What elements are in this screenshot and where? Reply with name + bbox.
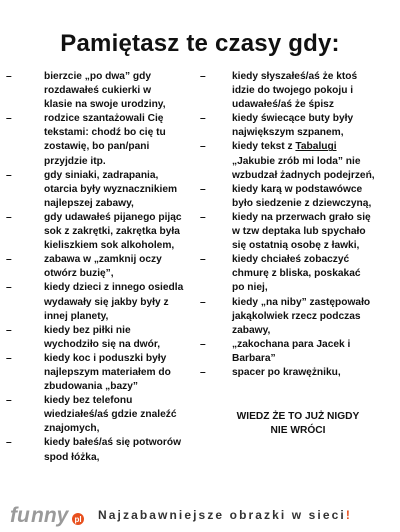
list-item — [6, 253, 196, 281]
bullet-dash: – — [200, 366, 206, 378]
list-item-line: bierzcie „po dwa” gdy — [44, 71, 151, 82]
list-item-line: Barbara” — [232, 352, 276, 364]
bullet-dash: – — [6, 71, 12, 82]
bullet-dash: – — [200, 183, 206, 195]
right-column — [200, 70, 396, 380]
list-item — [200, 140, 396, 182]
bullet-dash: – — [6, 324, 12, 336]
list-item — [200, 112, 396, 140]
list-item-line: wiedziałeś/aś gdzie znaleźć — [44, 409, 177, 421]
bullet-dash: – — [200, 254, 206, 266]
tagline-exclamation: ! — [345, 508, 352, 522]
bullet-dash: – — [6, 437, 12, 449]
svg-text:pl: pl — [74, 515, 82, 524]
funny-logo-icon[interactable] — [8, 502, 96, 528]
list-item-line: innej planety, — [44, 310, 109, 322]
closing-line: WIEDZ ŻE TO JUŻ NIGDY — [236, 411, 360, 422]
list-item-line: zbudowania „bazy” — [44, 381, 138, 393]
bullet-dash: – — [200, 71, 206, 82]
list-item-line: otwórz buzię”, — [44, 268, 114, 280]
list-item-line: chmurę z bliska, poskakać — [232, 268, 361, 280]
list-item-line: kiedy na przerwach grało się — [232, 211, 371, 223]
list-item-line: najlepszej zabawy, — [44, 197, 134, 209]
list-item-line: w tzw deptaka lub spychało — [232, 226, 366, 238]
list-item-line: kiedy bez piłki nie — [44, 324, 131, 336]
list-item-line: zabawa w „zamknij oczy — [44, 254, 162, 266]
bullet-dash: – — [200, 113, 206, 125]
list-item-line: jakąkolwiek rzecz podczas — [232, 310, 361, 322]
list-item — [200, 253, 396, 295]
list-item-line: kiedy bałeś/aś się potworów — [44, 437, 182, 449]
list-item — [6, 436, 196, 464]
footer — [0, 496, 400, 532]
list-item-line: kiedy koc i poduszki były — [44, 352, 167, 364]
list-item-line: wzbudzał żadnych podejrzeń, — [232, 169, 375, 181]
list-item-line: po niej, — [232, 282, 268, 294]
list-item-line: kiedy świecące buty były — [232, 113, 354, 125]
list-item-line: wydawały się jakby były z — [44, 296, 169, 308]
list-item — [200, 70, 396, 112]
list-item-line: kiedy dzieci z innego osiedla — [44, 282, 184, 294]
list-item-line: kiedy bez telefonu — [44, 395, 133, 407]
list-item-line: kiedy słyszałeś/aś że ktoś — [232, 71, 358, 82]
list-item-line: rozdawałeś cukierki w — [44, 85, 152, 97]
list-item-line: „Jakubie zrób mi loda” nie — [232, 155, 361, 167]
list-item-line: spod łóżka, — [44, 451, 100, 463]
list-item-line: zostawię, bo pan/pani — [44, 141, 150, 153]
list-item-line: „zakochana para Jacek i — [232, 338, 351, 350]
list-item — [6, 324, 196, 352]
list-item-line: się ostatnią osobę z ławki, — [232, 240, 360, 252]
list-item — [6, 352, 196, 394]
bullet-dash: – — [6, 282, 12, 294]
svg-text:nny: nny — [31, 504, 69, 527]
underlined-word: Tabalugi — [295, 141, 337, 153]
closing-line: NIE WRÓCI — [270, 425, 326, 437]
list-item-line: znajomych, — [44, 423, 100, 435]
list-item-line: rodzice szantażowali Cię — [44, 113, 164, 125]
list-item — [6, 394, 196, 436]
list-item — [6, 70, 196, 112]
list-item-line: przyjdzie itp. — [44, 155, 106, 167]
list-item-line: kiedy chciałeś zobaczyć — [232, 254, 350, 266]
closing-statement — [200, 410, 396, 438]
list-item-line: tekstami: chodź bo cię tu — [44, 127, 166, 139]
list-item — [6, 211, 196, 253]
bullet-dash: – — [200, 338, 206, 350]
bullet-dash: – — [6, 352, 12, 364]
list-item-line: klasie na swoje urodziny, — [44, 99, 166, 111]
bullet-dash: – — [6, 169, 12, 181]
svg-text:fu: fu — [10, 504, 30, 527]
list-item — [6, 169, 196, 211]
bullet-dash: – — [200, 141, 206, 153]
list-item-line: zabawy, — [232, 324, 271, 336]
bullet-dash: – — [6, 211, 12, 223]
list-item-line: idzie do twojego pokoju i — [232, 85, 354, 97]
bullet-dash: – — [200, 211, 206, 223]
list-item — [6, 112, 196, 168]
list-item-line: najlepszym materiałem do — [44, 366, 171, 378]
list-item-line: kieliszkiem sok alkoholem, — [44, 240, 175, 252]
list-item-line: gdy udawałeś pijanego pijąc — [44, 211, 182, 223]
list-item — [200, 296, 396, 338]
bullet-dash: – — [200, 296, 206, 308]
left-column — [6, 70, 196, 465]
bullet-dash: – — [6, 254, 12, 266]
list-item-line: kiedy tekst z Tabalugi — [232, 141, 337, 153]
tagline — [98, 508, 352, 522]
list-item — [6, 281, 196, 323]
bullet-dash: – — [6, 395, 12, 407]
list-item-line: największym szpanem, — [232, 127, 344, 139]
page-title: Pamiętasz te czasy gdy: — [60, 30, 340, 57]
list-item-line: kiedy karą w podstawówce — [232, 183, 363, 195]
list-item — [200, 183, 396, 211]
tagline-text: Najzabawniejsze obrazki w sieci — [98, 508, 346, 522]
list-item — [200, 211, 396, 253]
list-item-line: kiedy „na niby” zastępowało — [232, 296, 371, 308]
list-item-line: spacer po krawężniku, — [232, 366, 341, 378]
list-item-line: było siedzenie z dziewczyną, — [232, 197, 372, 209]
list-item-line: otarcia były wyznacznikiem — [44, 183, 178, 195]
list-item-line: udawałeś/aś że śpisz — [232, 99, 334, 111]
list-item — [200, 366, 396, 380]
list-item-line: sok z zakrętki, zakrętka była — [44, 226, 180, 238]
list-item-line: gdy siniaki, zadrapania, — [44, 169, 159, 181]
list-item-line: wychodziło się na dwór, — [44, 338, 161, 350]
list-item — [200, 338, 396, 366]
bullet-dash: – — [6, 113, 12, 125]
